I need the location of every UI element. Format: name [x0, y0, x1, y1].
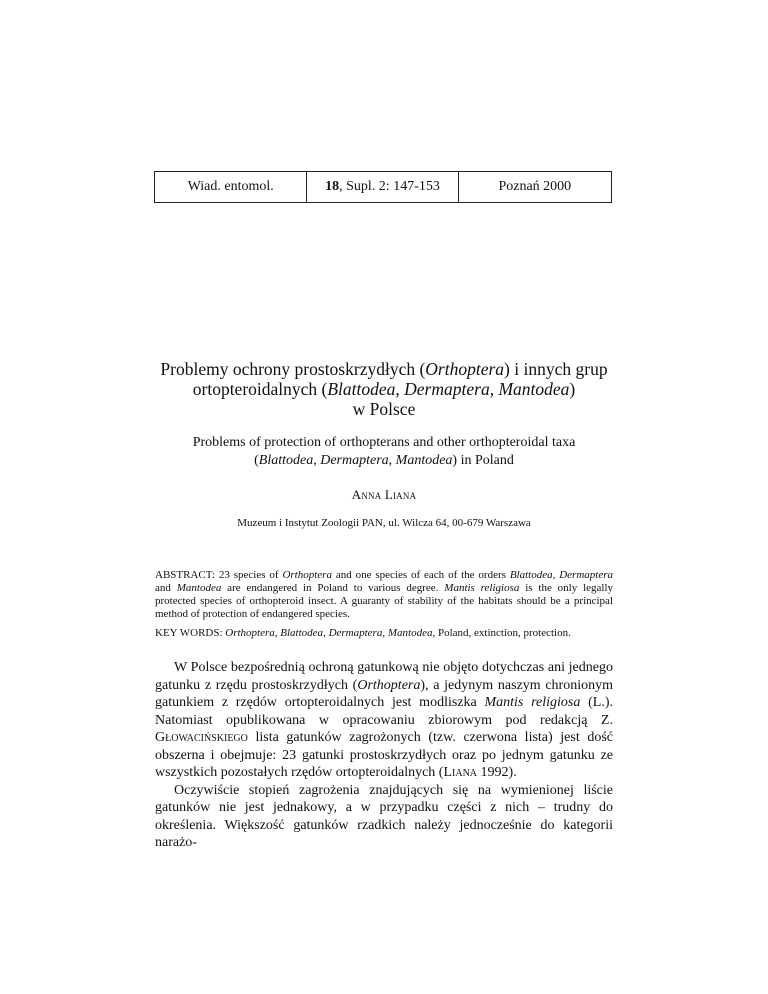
- pages: , Supl. 2: 147-153: [339, 179, 440, 194]
- journal-name: Wiad. entomol.: [187, 179, 274, 194]
- author-name: Anna Liana: [351, 487, 417, 502]
- body-paragraph-1: W Polsce bezpośrednią ochroną gatunkową nie objęto dotychczas ani jednego gatunku z rzędu prostoskrzydłych (Orthoptera), a jedynym naszym chronionym gatunkiem z rzędów ortopteroidalnych jest modliszka Mantis religiosa (L.). Natomiast opublikowana w opracowaniu zbiorowym pod redakcją Z. Głowacińskiego lista gatunków zagrożonych (tzw. czerwona lista) jest dość obszerna i obejmuje: 23 gatunki prostoskrzydłych oraz po jednym gatunku ze wszystkich pozostałych rzędów ortopteroidalnych (Liana 1992).: [155, 660, 614, 780]
- article-body: [155, 659, 613, 852]
- body-paragraph-2: Oczywiście stopień zagrożenia znajdujących się na wymienionej liście gatunków nie jest jednakowy, a w przypadku części z nich – trudny do określenia. Większość gatunków rzadkich należy jednocześnie do kategorii narażo-: [155, 782, 613, 850]
- journal-place-year: Poznań 2000: [458, 172, 611, 202]
- abstract: ABSTRACT: 23 species of Orthoptera and one species of each of the orders Blattodea, Dermaptera and Mantodea are endangered in Poland to various degree. Mantis religiosa is the only legally protected species of orthopteroid insect. A guaranty of stability of the habitats should be a principal method of protection of endangered species.: [155, 569, 614, 620]
- article-title: Problemy ochrony prostoskrzydłych (Orthoptera) i innych grup ortopteroidalnych (Blattodea, Dermaptera, Mantodea) w Polsce: [160, 359, 608, 419]
- journal-header-box: [154, 171, 612, 203]
- author-affiliation: Muzeum i Instytut Zoologii PAN, ul. Wilcza 64, 00-679 Warszawa: [237, 517, 531, 529]
- volume-number: 18: [325, 179, 340, 194]
- article-subtitle-english: Problems of protection of orthopterans and other orthopteroidal taxa (Blattodea, Dermaptera, Mantodea) in Poland: [192, 435, 576, 468]
- journal-volume-pages: [306, 172, 457, 202]
- key-words: KEY WORDS: Orthoptera, Blattodea, Dermaptera, Mantodea, Poland, extinction, protection.: [155, 627, 571, 639]
